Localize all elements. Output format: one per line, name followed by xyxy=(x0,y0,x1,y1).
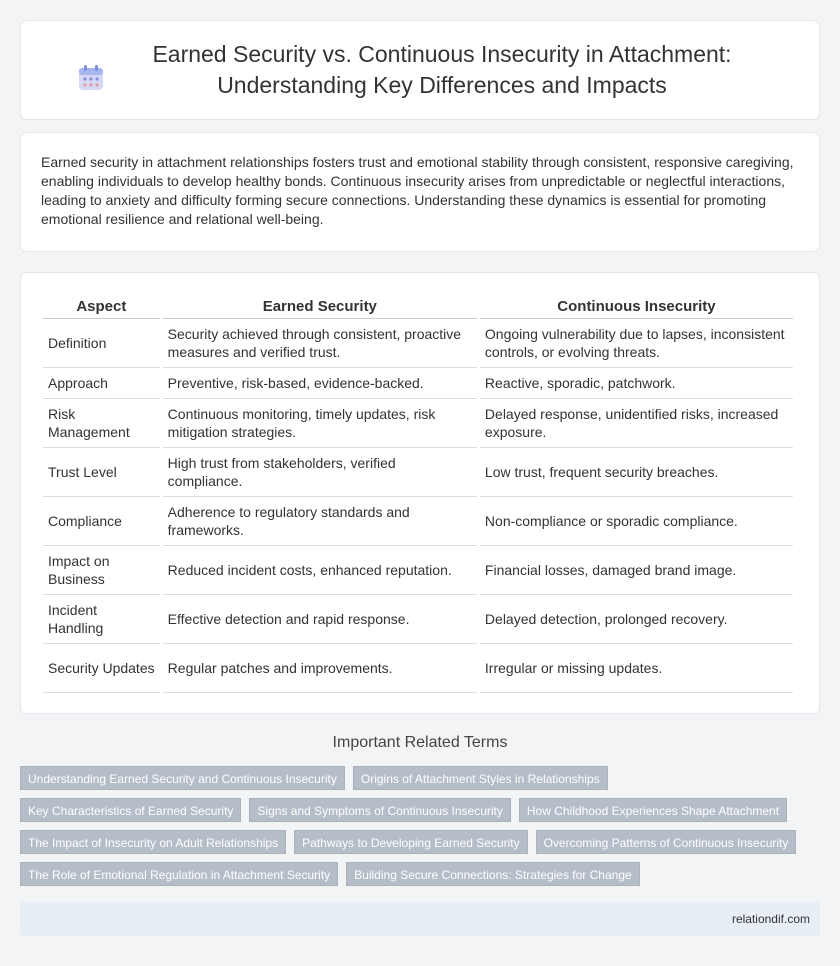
intro-text: Earned security in attachment relationships fosters trust and emotional stability through consistent, responsive caregiving, enabling individuals to develop healthy bonds. Continuous insecurity arises from unpredictable or neglectful interactions, leading to anxiety and difficulty forming secure connections. Understanding these dynamics is essential for promoting emotional resilience and relational well-being. xyxy=(41,154,794,227)
calendar-grid-icon xyxy=(78,65,104,91)
cell-aspect: Incident Handling xyxy=(43,595,160,644)
cell-aspect: Security Updates xyxy=(43,644,160,693)
related-term-tag[interactable]: How Childhood Experiences Shape Attachment xyxy=(519,798,787,822)
cell-insecurity: Delayed response, unidentified risks, increased exposure. xyxy=(480,399,793,448)
cell-earned: High trust from stakeholders, verified compliance. xyxy=(163,448,477,497)
cell-insecurity: Irregular or missing updates. xyxy=(480,644,793,693)
cell-insecurity: Reactive, sporadic, patchwork. xyxy=(480,368,793,399)
cell-earned: Effective detection and rapid response. xyxy=(163,595,477,644)
comparison-table xyxy=(40,291,796,693)
cell-insecurity: Ongoing vulnerability due to lapses, inconsistent controls, or evolving threats. xyxy=(480,319,793,368)
related-term-tag[interactable]: Overcoming Patterns of Continuous Insecurity xyxy=(536,830,797,854)
cell-aspect: Definition xyxy=(43,319,160,368)
cell-insecurity: Delayed detection, prolonged recovery. xyxy=(480,595,793,644)
cell-insecurity: Financial losses, damaged brand image. xyxy=(480,546,793,595)
related-term-tag[interactable]: Signs and Symptoms of Continuous Insecurity xyxy=(249,798,510,822)
related-terms-list xyxy=(20,766,820,886)
cell-earned: Regular patches and improvements. xyxy=(163,644,477,693)
cell-earned: Continuous monitoring, timely updates, risk mitigation strategies. xyxy=(163,399,477,448)
header-earned-security: Earned Security xyxy=(163,291,477,319)
title-card xyxy=(20,20,820,120)
cell-insecurity: Low trust, frequent security breaches. xyxy=(480,448,793,497)
cell-earned: Security achieved through consistent, proactive measures and verified trust. xyxy=(163,319,477,368)
footer-site-link[interactable]: relationdif.com xyxy=(731,912,810,926)
related-term-tag[interactable]: The Role of Emotional Regulation in Attachment Security xyxy=(20,862,338,886)
table-row xyxy=(43,399,793,448)
cell-aspect: Impact on Business xyxy=(43,546,160,595)
related-term-tag[interactable]: The Impact of Insecurity on Adult Relationships xyxy=(20,830,286,854)
table-row xyxy=(43,368,793,399)
footer xyxy=(20,902,820,936)
related-term-tag[interactable]: Understanding Earned Security and Continuous Insecurity xyxy=(20,766,345,790)
table-row xyxy=(43,319,793,368)
table-row xyxy=(43,497,793,546)
cell-aspect: Trust Level xyxy=(43,448,160,497)
page-title: Earned Security vs. Continuous Insecurity in Attachment: Understanding Key Differences and Impacts xyxy=(152,41,732,98)
header-aspect: Aspect xyxy=(43,291,160,319)
cell-aspect: Compliance xyxy=(43,497,160,546)
related-terms-title: Important Related Terms xyxy=(332,734,508,751)
related-term-tag[interactable]: Building Secure Connections: Strategies for Change xyxy=(346,862,640,886)
table-header-row xyxy=(43,291,793,319)
header-continuous-insecurity: Continuous Insecurity xyxy=(480,291,793,319)
related-term-tag[interactable]: Key Characteristics of Earned Security xyxy=(20,798,241,822)
related-term-tag[interactable]: Origins of Attachment Styles in Relationships xyxy=(353,766,608,790)
table-row xyxy=(43,448,793,497)
comparison-card xyxy=(20,272,820,714)
intro-card xyxy=(20,132,820,252)
table-row xyxy=(43,546,793,595)
related-term-tag[interactable]: Pathways to Developing Earned Security xyxy=(294,830,527,854)
title-wrap xyxy=(78,39,762,101)
cell-earned: Reduced incident costs, enhanced reputation. xyxy=(163,546,477,595)
cell-earned: Adherence to regulatory standards and frameworks. xyxy=(163,497,477,546)
cell-earned: Preventive, risk-based, evidence-backed. xyxy=(163,368,477,399)
table-row xyxy=(43,644,793,693)
cell-aspect: Approach xyxy=(43,368,160,399)
table-row xyxy=(43,595,793,644)
cell-aspect: Risk Management xyxy=(43,399,160,448)
cell-insecurity: Non-compliance or sporadic compliance. xyxy=(480,497,793,546)
